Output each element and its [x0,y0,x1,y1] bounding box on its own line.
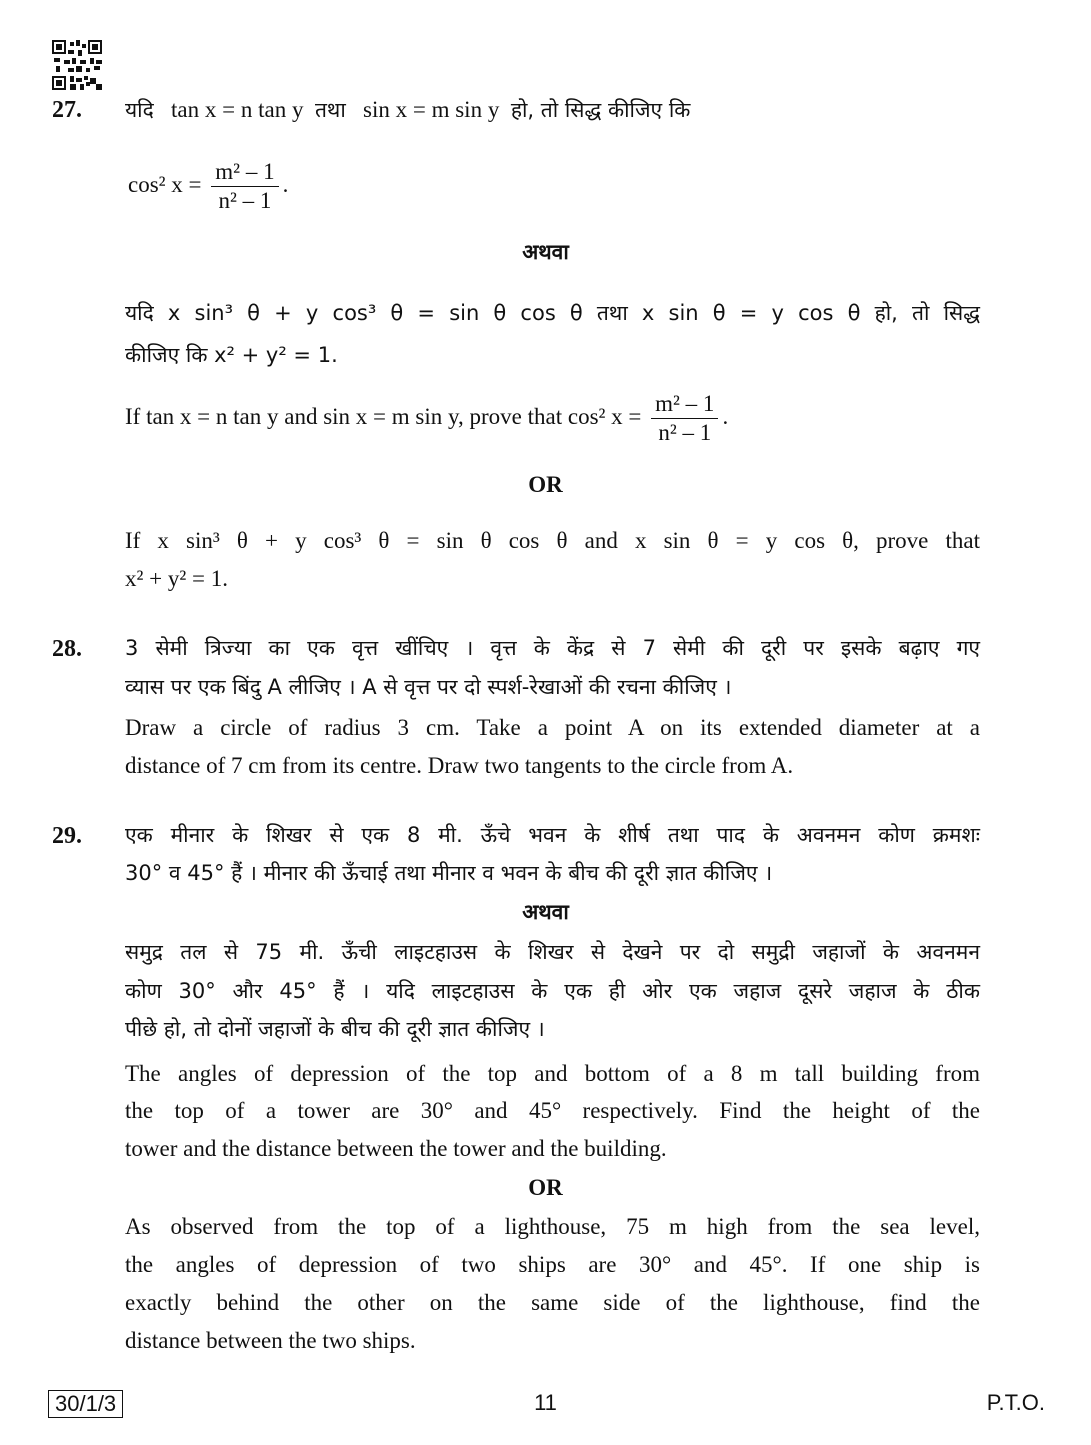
fraction-lhs: cos² x = [128,171,202,197]
q29-english-alt-line3: exactly behind the other on the same side of the lighthouse, find the [125,1290,980,1315]
qr-code [52,40,102,90]
fraction-denominator: n² – 1 [218,188,272,213]
equation: tan x = n tan y [171,97,304,122]
q29-english-alt-line1: As observed from the top of a lighthouse, 75 m high from the sea level, [125,1214,980,1239]
q29-english-line1: The angles of depression of the top and bottom of a 8 m tall building from [125,1061,980,1086]
hindi-text: हो, तो सिद्ध कीजिए कि [510,98,691,122]
or-heading: OR [528,1175,563,1200]
q29-english-line3: tower and the distance between the tower and the building. [125,1136,667,1161]
q29-hindi-alt-line2: कोण 30° और 45° हैं । यदि लाइटहाउस के एक ही ओर एक जहाज दूसरे जहाज के ठीक [125,979,980,1003]
or-heading-hindi: अथवा [522,240,569,264]
q28-english-line1: Draw a circle of radius 3 cm. Take a point A on its extended diameter at a [125,715,980,740]
fraction-numerator: m² – 1 [211,158,278,187]
q29-hindi-line1: एक मीनार के शिखर से एक 8 मी. ऊँचे भवन के शीर्ष तथा पाद के अवनमन कोण क्रमशः [125,823,980,847]
pto-label: P.T.O. [986,1390,1045,1415]
paper-code: 30/1/3 [48,1390,123,1418]
or-heading: OR [528,472,563,497]
fraction [211,158,278,215]
q27-hindi-fraction: cos² x = $\frac{\text{m² – 1}}{\text{n² – 1}}$ . [128,159,289,213]
question-number: 28. [52,636,82,662]
q29-english-line2: the top of a tower are 30° and 45° respectively. Find the height of the [125,1098,980,1123]
hindi-text: तथा [314,98,346,122]
q27-hindi-alt-line1: यदि x sin³ θ + y cos³ θ = sin θ cos θ तथा x sin θ = y cos θ हो, तो सिद्ध [125,301,980,325]
q29-hindi-alt-line1: समुद्र तल से 75 मी. ऊँची लाइटहाउस के शिखर से देखने पर दो समुद्री जहाजों के अवनमन [125,940,980,964]
q27-english-alt-line1: If x sin³ θ + y cos³ θ = sin θ cos θ and x sin θ = y cos θ, prove that [125,528,980,553]
q28-hindi-line2: व्यास पर एक बिंदु A लीजिए । A से वृत्त पर दो स्पर्श-रेखाओं की रचना कीजिए । [125,675,732,699]
english-text: If tan x = n tan y and sin x = m sin y, prove that [125,403,563,429]
q27-hindi-alt-line2: कीजिए कि x² + y² = 1. [125,343,338,367]
q27-english-line: If tan x = n tan y and sin x = m sin y, prove that cos² x = $\frac{\text{m² – 1}}{\text{n² – 1}}$ . [125,391,729,445]
equation: sin x = m sin y [363,97,500,122]
question-number: 27. [52,97,82,123]
q29-hindi-alt-line3: पीछे हो, तो दोनों जहाजों के बीच की दूरी ज्ञात कीजिए । [125,1017,545,1041]
fraction-numerator: m² – 1 [651,390,718,419]
fraction-lhs: cos² x = [567,403,642,429]
q29-hindi-line2: 30° व 45° हैं । मीनार की ऊँचाई तथा मीनार व भवन के बीच की दूरी ज्ञात कीजिए । [125,861,773,885]
fraction-denominator: n² – 1 [658,420,712,445]
hindi-text: यदि [125,98,154,122]
q29-english-alt-line2: the angles of depression of two ships are 30° and 45°. If one ship is [125,1252,980,1277]
q27-english-alt-line2: x² + y² = 1. [125,566,228,591]
question-number: 29. [52,823,82,849]
or-heading-hindi: अथवा [522,900,569,924]
q27-hindi-line1 [125,95,690,125]
page-number: 11 [534,1390,557,1415]
q28-english-line2: distance of 7 cm from its centre. Draw two tangents to the circle from A. [125,753,794,778]
fraction [651,390,718,447]
q28-hindi-line1: 3 सेमी त्रिज्या का एक वृत्त खींचिए । वृत्त के केंद्र से 7 सेमी की दूरी पर इसके बढ़ाए गए [125,636,980,660]
q29-english-alt-line4: distance between the two ships. [125,1328,416,1353]
